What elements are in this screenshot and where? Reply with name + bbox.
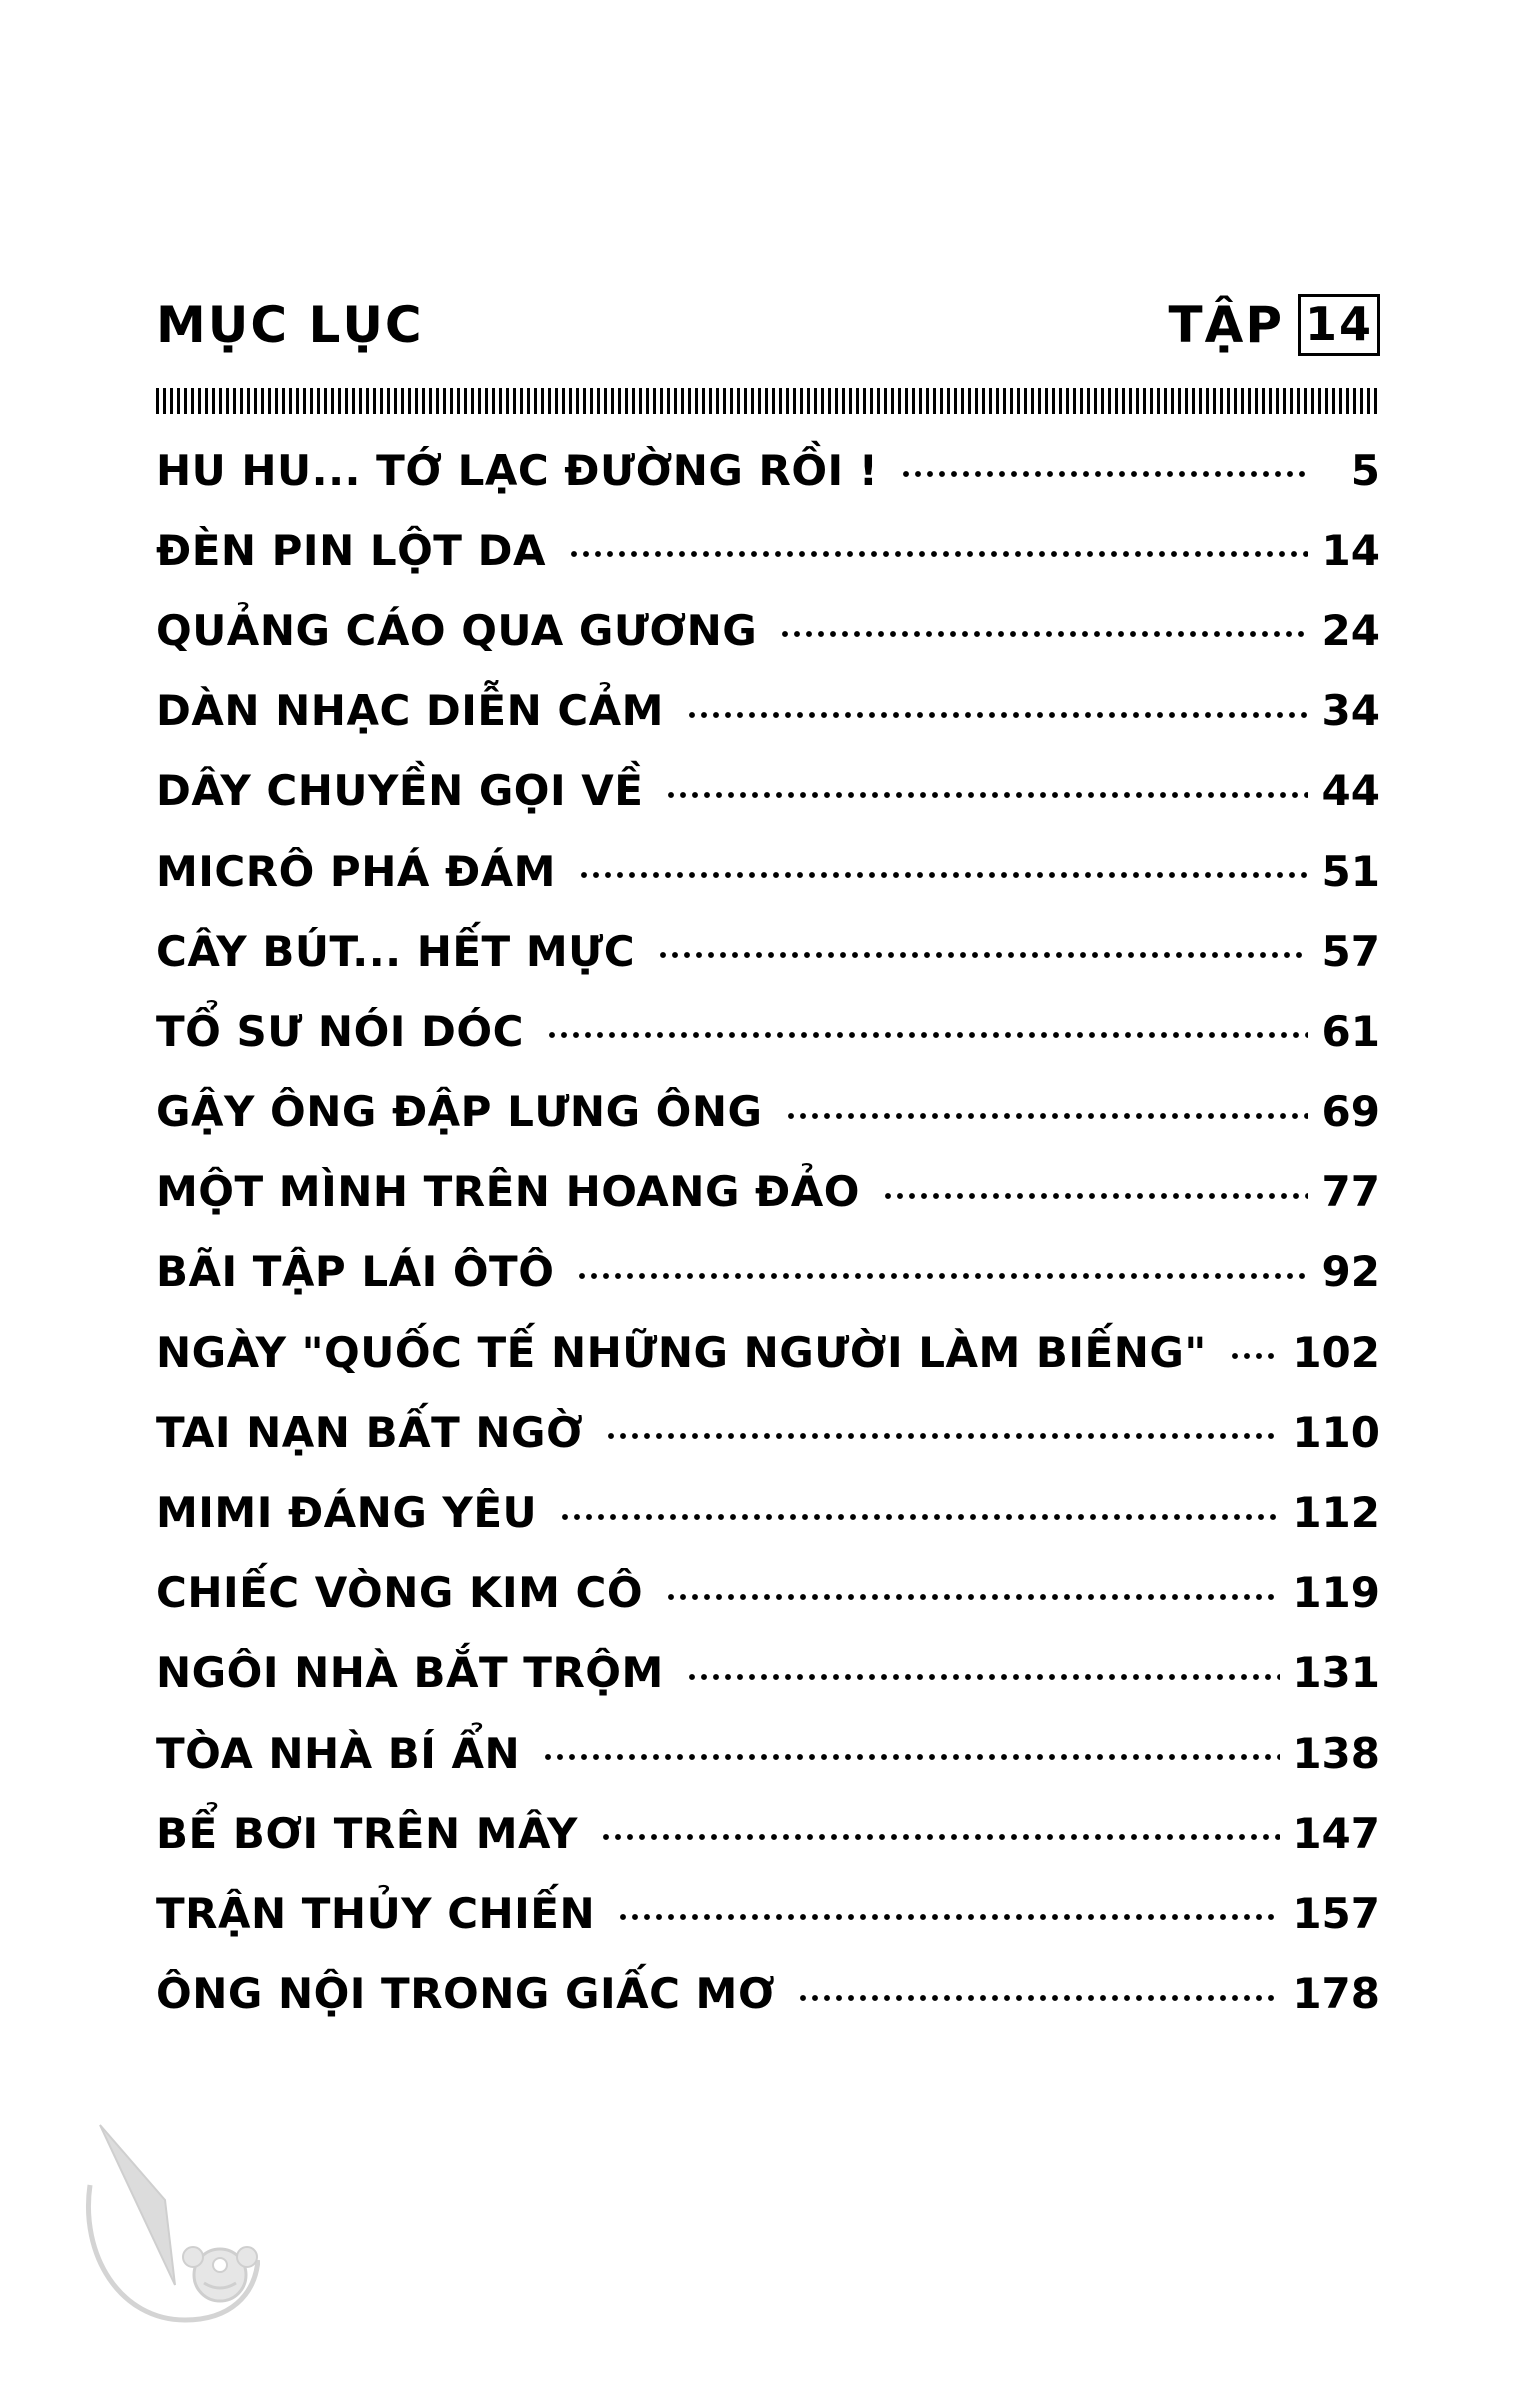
- toc-entry-page: 92: [1321, 1247, 1380, 1297]
- toc-entry[interactable]: [156, 430, 1380, 510]
- toc-entry-title: MỘT MÌNH TRÊN HOANG ĐẢO: [156, 1167, 860, 1217]
- page-title: MỤC LỤC: [156, 296, 424, 354]
- toc-entry-page: 14: [1321, 525, 1380, 575]
- dot-leader: [605, 1432, 1280, 1440]
- dot-leader: [665, 791, 1308, 799]
- watermark-logo-icon: [80, 2115, 260, 2335]
- toc-entry[interactable]: [156, 510, 1380, 590]
- toc-entry[interactable]: [156, 1072, 1380, 1152]
- toc-entry[interactable]: [156, 590, 1380, 670]
- toc-entry[interactable]: [156, 1392, 1380, 1472]
- toc-entry-title: CÂY BÚT... HẾT MỰC: [156, 926, 636, 976]
- toc-entry-title: ÔNG NỘI TRONG GIẤC MƠ: [156, 1969, 776, 2019]
- dot-leader: [568, 550, 1308, 558]
- toc-entry-page: 34: [1321, 686, 1380, 736]
- dot-leader: [797, 1994, 1280, 2002]
- dot-leader: [600, 1833, 1280, 1841]
- toc-entry[interactable]: [156, 911, 1380, 991]
- dot-leader: [665, 1593, 1280, 1601]
- toc-entry-title: TỔ SƯ NÓI DÓC: [156, 1006, 524, 1056]
- toc-entry-page: 44: [1321, 766, 1380, 816]
- toc-entry-title: NGÔI NHÀ BẮT TRỘM: [156, 1648, 664, 1698]
- dot-leader: [785, 1112, 1309, 1120]
- dot-leader: [779, 630, 1308, 638]
- dot-leader: [578, 871, 1308, 879]
- dot-leader: [882, 1192, 1308, 1200]
- toc-entry-page: 24: [1321, 605, 1380, 655]
- toc-entry[interactable]: [156, 831, 1380, 911]
- toc-entry-title: BỂ BƠI TRÊN MÂY: [156, 1808, 578, 1858]
- toc-entry[interactable]: [156, 1713, 1380, 1793]
- toc-entry-title: TÒA NHÀ BÍ ẨN: [156, 1728, 521, 1778]
- volume-number-box: 14: [1298, 294, 1380, 356]
- dot-leader: [900, 470, 1308, 478]
- toc-entry-title: MICRÔ PHÁ ĐÁM: [156, 846, 556, 896]
- toc-entry-title: NGÀY "QUỐC TẾ NHỮNG NGƯỜI LÀM BIẾNG": [156, 1327, 1207, 1377]
- toc-entry-title: DÀN NHẠC DIỄN CẢM: [156, 686, 664, 736]
- toc-entry[interactable]: [156, 1954, 1380, 2034]
- toc-entry-page: 69: [1321, 1087, 1380, 1137]
- toc-entry[interactable]: [156, 991, 1380, 1071]
- toc-entry-title: TRẬN THỦY CHIẾN: [156, 1888, 596, 1938]
- dot-leader: [617, 1913, 1280, 1921]
- toc-entry[interactable]: [156, 1152, 1380, 1232]
- volume-indicator: [1169, 290, 1380, 360]
- toc-entry-page: 77: [1321, 1167, 1380, 1217]
- toc-entry-title: MIMI ĐÁNG YÊU: [156, 1488, 538, 1538]
- dot-leader: [542, 1753, 1280, 1761]
- dot-leader: [657, 951, 1308, 959]
- volume-label: TẬP: [1168, 296, 1284, 354]
- toc-entry[interactable]: [156, 1633, 1380, 1713]
- toc-header: [156, 290, 1380, 360]
- toc-entry[interactable]: [156, 1232, 1380, 1312]
- decorative-tick-rule: [156, 388, 1380, 414]
- toc-entry-page: 131: [1292, 1648, 1380, 1698]
- table-of-contents: [156, 430, 1380, 2034]
- toc-entry-page: 5: [1350, 445, 1380, 495]
- toc-entry[interactable]: [156, 751, 1380, 831]
- toc-entry-page: 147: [1292, 1808, 1380, 1858]
- toc-entry-title: CHIẾC VÒNG KIM CÔ: [156, 1568, 644, 1618]
- dot-leader: [576, 1272, 1308, 1280]
- dot-leader: [686, 1673, 1281, 1681]
- toc-entry-title: BÃI TẬP LÁI ÔTÔ: [156, 1247, 555, 1297]
- dot-leader: [546, 1031, 1308, 1039]
- dot-leader: [559, 1513, 1280, 1521]
- toc-entry-title: ĐÈN PIN LỘT DA: [156, 525, 546, 575]
- toc-entry-page: 110: [1292, 1407, 1380, 1457]
- toc-entry-page: 61: [1321, 1006, 1380, 1056]
- toc-entry[interactable]: [156, 1553, 1380, 1633]
- toc-entry[interactable]: [156, 1873, 1380, 1953]
- toc-entry-title: GẬY ÔNG ĐẬP LƯNG ÔNG: [156, 1087, 763, 1137]
- toc-entry[interactable]: [156, 1793, 1380, 1873]
- toc-entry-title: QUẢNG CÁO QUA GƯƠNG: [156, 605, 758, 655]
- toc-entry-page: 119: [1292, 1568, 1380, 1618]
- dot-leader: [1229, 1352, 1281, 1360]
- toc-entry-page: 178: [1292, 1969, 1380, 2019]
- toc-entry[interactable]: [156, 1472, 1380, 1552]
- toc-entry-page: 102: [1292, 1327, 1380, 1377]
- toc-entry-title: HU HU... TỚ LẠC ĐƯỜNG RỒI !: [156, 445, 879, 495]
- dot-leader: [686, 711, 1308, 719]
- toc-entry-title: DÂY CHUYỀN GỌI VỀ: [156, 766, 644, 816]
- toc-entry-title: TAI NẠN BẤT NGỜ: [156, 1407, 584, 1457]
- toc-entry-page: 157: [1292, 1888, 1380, 1938]
- toc-entry-page: 51: [1321, 846, 1380, 896]
- toc-entry-page: 112: [1292, 1488, 1380, 1538]
- toc-entry-page: 138: [1292, 1728, 1380, 1778]
- toc-entry[interactable]: [156, 1312, 1380, 1392]
- toc-entry[interactable]: [156, 671, 1380, 751]
- toc-entry-page: 57: [1321, 926, 1380, 976]
